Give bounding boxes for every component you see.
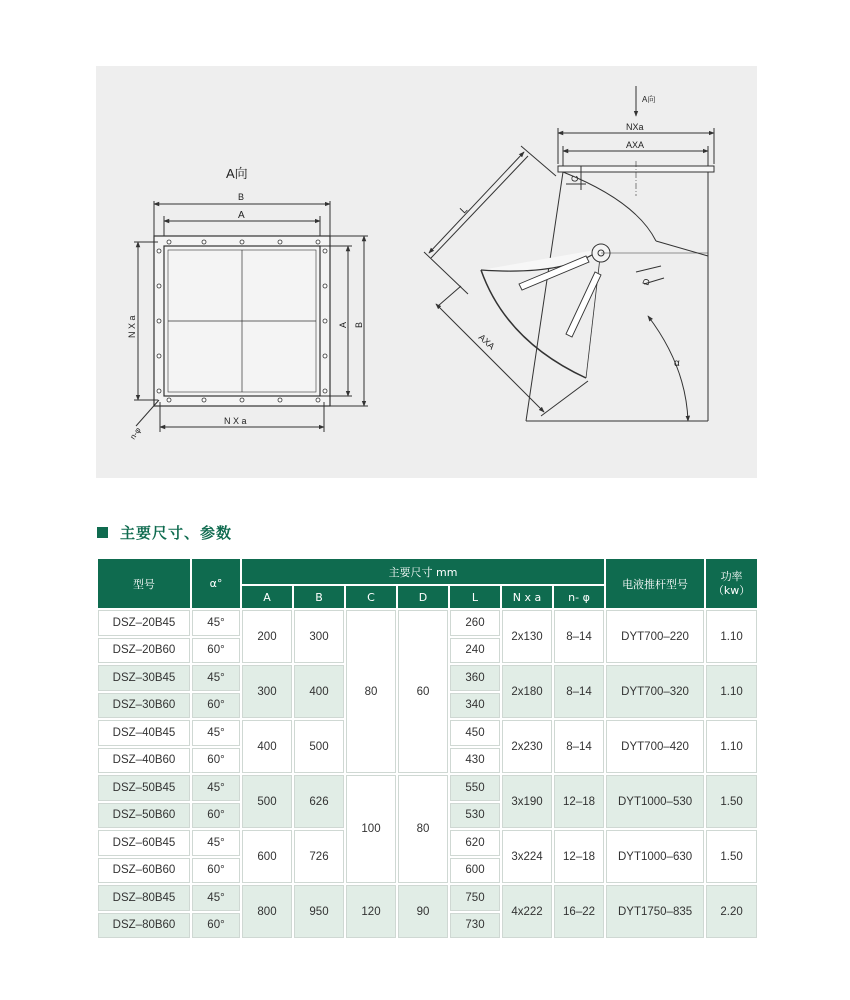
cell-alpha: 45°	[192, 720, 240, 746]
cell-l: 600	[450, 858, 500, 884]
section-bullet-icon	[97, 527, 108, 538]
cell-l: 530	[450, 803, 500, 829]
cell-b: 726	[294, 830, 344, 883]
table-row	[98, 775, 757, 801]
cell-model: DSZ–20B45	[98, 610, 190, 636]
section-heading	[97, 522, 232, 542]
technical-drawing	[96, 66, 757, 478]
cell-alpha: 45°	[192, 610, 240, 636]
cell-alpha: 45°	[192, 830, 240, 856]
cell-model: DSZ–80B45	[98, 885, 190, 911]
cell-l: 360	[450, 665, 500, 691]
cell-l: 340	[450, 693, 500, 719]
cell-l: 620	[450, 830, 500, 856]
header-d: D	[398, 586, 448, 608]
cell-c: 80	[346, 610, 396, 773]
cell-nxa: 2x180	[502, 665, 552, 718]
cell-alpha: 45°	[192, 665, 240, 691]
cell-l: 240	[450, 638, 500, 664]
cell-model: DSZ–40B45	[98, 720, 190, 746]
dim-hole-label: n-φ	[128, 425, 143, 442]
spec-table-body	[98, 610, 757, 938]
header-a: A	[242, 586, 292, 608]
header-model: 型号	[98, 559, 190, 608]
cell-c: 100	[346, 775, 396, 883]
table-row	[98, 610, 757, 636]
header-main-dims: 主要尺寸 mm	[242, 559, 604, 584]
cell-b: 400	[294, 665, 344, 718]
cell-alpha: 60°	[192, 913, 240, 939]
cell-actuator: DYT1000–530	[606, 775, 704, 828]
cell-alpha: 60°	[192, 858, 240, 884]
dim-nxa-top-label: NXa	[626, 122, 644, 132]
dim-l-label: L	[458, 204, 471, 217]
cell-b: 300	[294, 610, 344, 663]
cell-nphi: 12–18	[554, 830, 604, 883]
cell-b: 500	[294, 720, 344, 773]
cell-nxa: 2x130	[502, 610, 552, 663]
cell-nphi: 12–18	[554, 775, 604, 828]
cell-nphi: 8–14	[554, 665, 604, 718]
header-nxa: N x a	[502, 586, 552, 608]
cell-actuator: DYT1750–835	[606, 885, 704, 938]
cell-d: 90	[398, 885, 448, 938]
cell-nxa: 3x190	[502, 775, 552, 828]
cell-power: 1.50	[706, 830, 757, 883]
cell-a: 500	[242, 775, 292, 828]
header-power-unit: （kw）	[712, 583, 751, 597]
cell-model: DSZ–60B45	[98, 830, 190, 856]
cell-model: DSZ–50B45	[98, 775, 190, 801]
header-power-label: 功率	[720, 569, 743, 583]
cell-alpha: 60°	[192, 803, 240, 829]
cell-b: 950	[294, 885, 344, 938]
cell-alpha: 60°	[192, 748, 240, 774]
dim-b-label: B	[238, 192, 245, 202]
dim-a-right-label: A	[338, 321, 348, 328]
cell-model: DSZ–40B60	[98, 748, 190, 774]
header-c: C	[346, 586, 396, 608]
cell-a: 600	[242, 830, 292, 883]
cell-actuator: DYT700–220	[606, 610, 704, 663]
cell-power: 1.50	[706, 775, 757, 828]
cell-alpha: 60°	[192, 693, 240, 719]
side-view	[424, 86, 714, 421]
cell-nphi: 16–22	[554, 885, 604, 938]
cell-model: DSZ–60B60	[98, 858, 190, 884]
drawing-canvas	[96, 66, 757, 478]
cell-alpha: 45°	[192, 885, 240, 911]
cell-a: 300	[242, 665, 292, 718]
spec-table	[96, 557, 759, 940]
cell-c: 120	[346, 885, 396, 938]
cell-power: 1.10	[706, 665, 757, 718]
cell-l: 550	[450, 775, 500, 801]
cell-nxa: 2x230	[502, 720, 552, 773]
dim-d-label: D	[640, 277, 653, 287]
header-power	[706, 559, 757, 608]
header-actuator: 电液推杆型号	[606, 559, 704, 608]
header-nphi: n- φ	[554, 586, 604, 608]
cell-alpha: 60°	[192, 638, 240, 664]
cell-model: DSZ–30B45	[98, 665, 190, 691]
cell-power: 1.10	[706, 720, 757, 773]
dim-axa-angled-label: AXA	[476, 332, 497, 352]
header-alpha: α°	[192, 559, 240, 608]
cell-model: DSZ–80B60	[98, 913, 190, 939]
cell-actuator: DYT1000–630	[606, 830, 704, 883]
cell-model: DSZ–50B60	[98, 803, 190, 829]
section-title: 主要尺寸、参数	[120, 523, 233, 542]
cell-nphi: 8–14	[554, 610, 604, 663]
header-b: B	[294, 586, 344, 608]
cell-d: 80	[398, 775, 448, 883]
cell-b: 626	[294, 775, 344, 828]
view-arrow-label: A向	[642, 95, 656, 104]
cell-a: 200	[242, 610, 292, 663]
cell-power: 1.10	[706, 610, 757, 663]
cell-actuator: DYT700–320	[606, 665, 704, 718]
table-row	[98, 885, 757, 911]
header-l: L	[450, 586, 500, 608]
dim-alpha-label: α	[674, 358, 680, 369]
dim-c-label: C	[570, 175, 580, 182]
dim-axa-top-label: AXA	[626, 140, 645, 150]
cell-d: 60	[398, 610, 448, 773]
cell-l: 750	[450, 885, 500, 911]
front-view-title: A向	[226, 166, 248, 181]
cell-power: 2.20	[706, 885, 757, 938]
cell-nxa: 4x222	[502, 885, 552, 938]
dim-a-label: A	[238, 210, 245, 221]
cell-model: DSZ–30B60	[98, 693, 190, 719]
cell-a: 800	[242, 885, 292, 938]
cell-actuator: DYT700–420	[606, 720, 704, 773]
cell-l: 450	[450, 720, 500, 746]
cell-l: 430	[450, 748, 500, 774]
cell-l: 730	[450, 913, 500, 939]
cell-nxa: 3x224	[502, 830, 552, 883]
cell-alpha: 45°	[192, 775, 240, 801]
dim-nxa-bottom-label: N X a	[224, 416, 247, 426]
front-view	[127, 166, 368, 441]
cell-a: 400	[242, 720, 292, 773]
cell-model: DSZ–20B60	[98, 638, 190, 664]
dim-b-right-label: B	[354, 321, 364, 328]
cell-l: 260	[450, 610, 500, 636]
cell-nphi: 8–14	[554, 720, 604, 773]
dim-nxa-left-label: N X a	[127, 315, 137, 338]
